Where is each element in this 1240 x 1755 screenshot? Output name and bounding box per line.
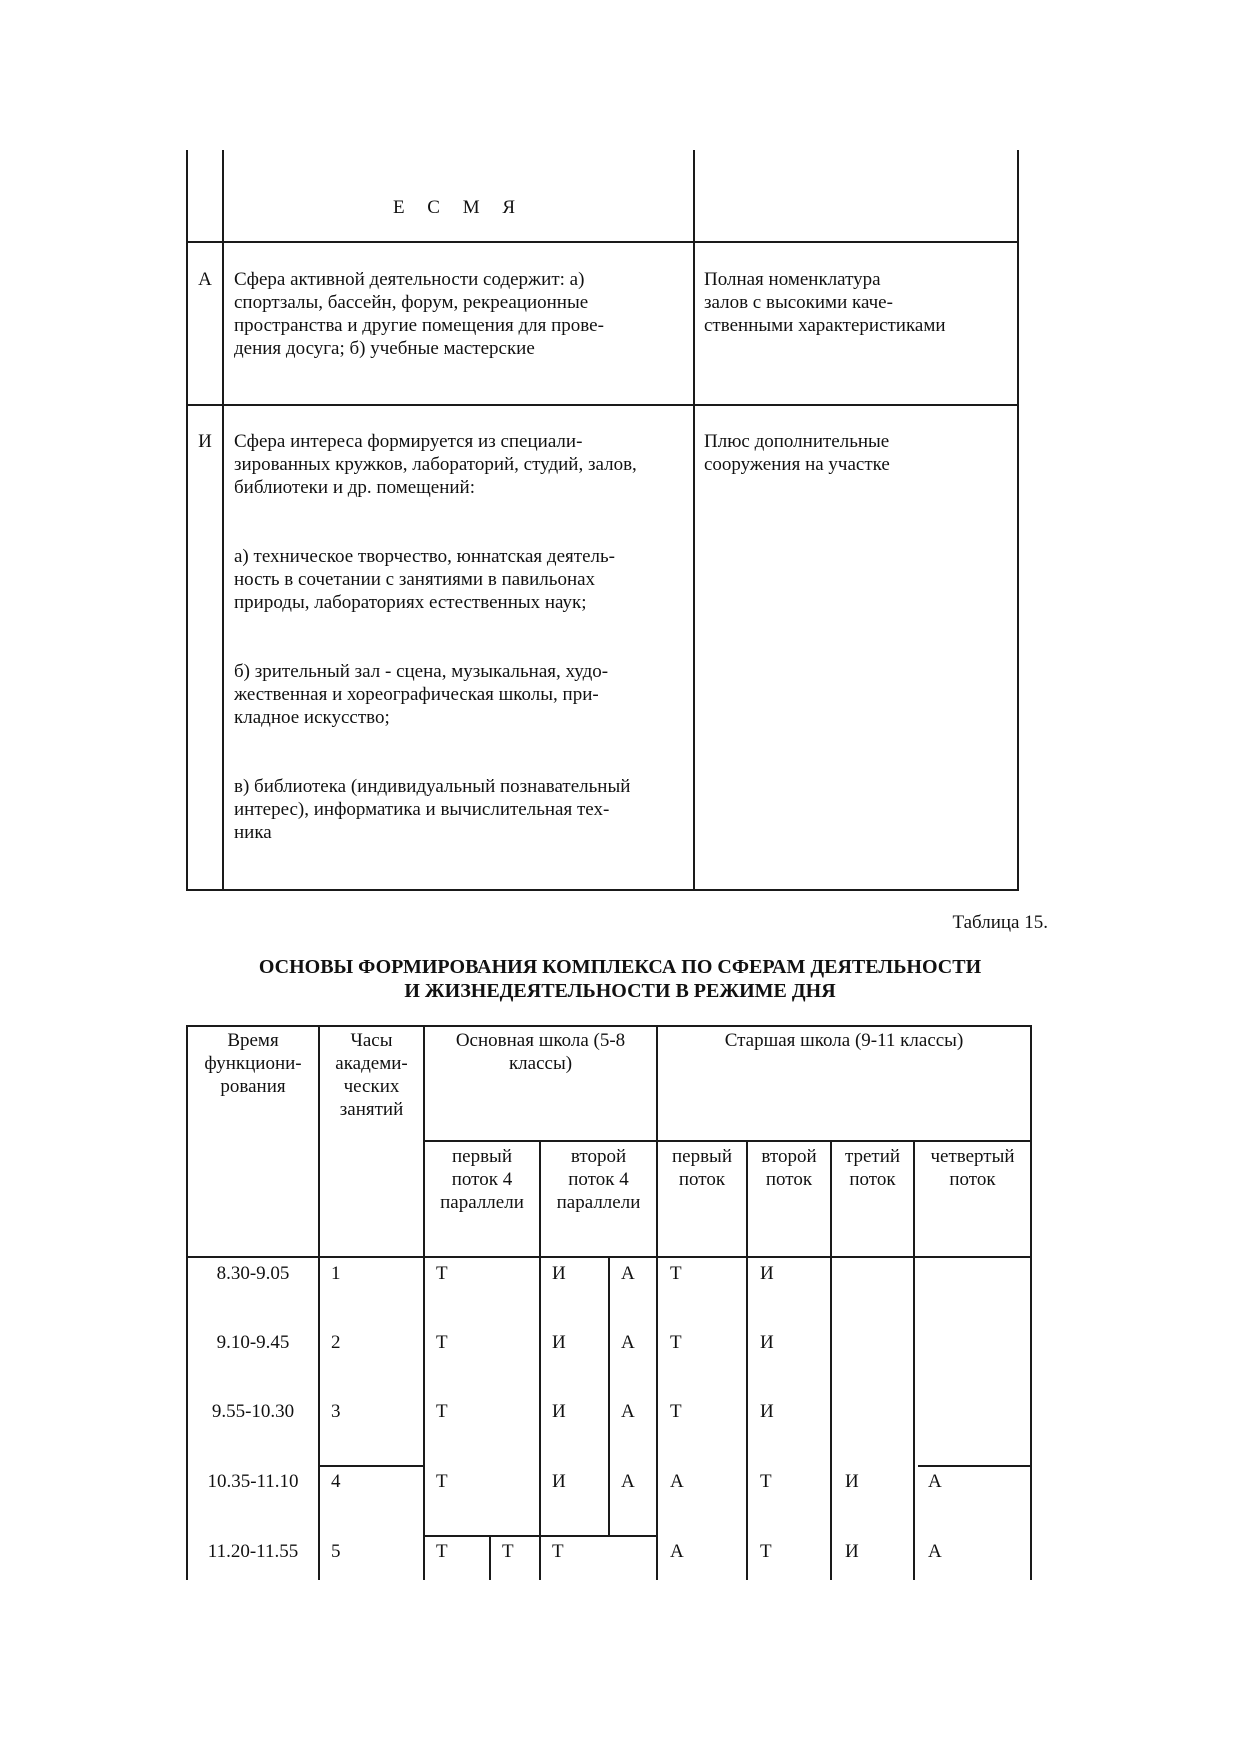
- table-caption: Таблица 15.: [952, 912, 1048, 933]
- document-page: Е С М Я А Сфера активной деятельности содержит: а) спортзалы, бассейн, форум, рекреационные пространства и другие помещения для прове- дения досуга; б) учебные мастерские Полная номенклатура залов с высокими каче- ственными характеристиками И Сфера интереса формируется из специали- зированных кружков, лабораторий, студий, залов, библиотеки и др. помещений: а) техническое творчество, юннатская деятель- ность в сочетании с занятиями в павильонах природы, лабораториях естественных наук; б) зрительный зал - сцена, музыкальная, худо- жественная и хореографическая школы, при- кладное искусство; в) библиотека (индивидуальный познавательный интерес), информатика и вычислительная тех- ника Плюс дополнительные сооружения на участке Таблица 15. ОСНОВЫ ФОРМИРОВАНИЯ КОМПЛЕКСА ПО СФЕРАМ ДЕЯТЕЛЬНОСТИ И ЖИЗНЕДЕЯТЕЛЬНОСТИ В РЕЖИМЕ ДНЯ Время функциони- рования Часы академи- ческих занятий Основная школа (5-8 классы) Старшая школа (9-11 классы) первый поток 4 параллели второй поток 4 параллели первый поток второй поток третий поток четвертый поток 8.30-9.05 1 Т И А Т И 9.10-9.45 2 Т И А Т И 9.55-10.30 3 Т И А Т И 10.35-11.10 4 Т И А А Т И А 11.20-11.55 5 Т Т Т А Т И А: [0, 0, 1240, 1755]
- table-title-line-2: И ЖИЗНЕДЕЯТЕЛЬНОСТИ В РЕЖИМЕ ДНЯ: [404, 980, 836, 1002]
- header-senior-school: Старшая школа (9-11 классы): [724, 1030, 964, 1051]
- row-letter-i: И: [198, 431, 212, 452]
- table-1-header-letters: Е С М Я: [392, 197, 525, 218]
- table-title-line-1: ОСНОВЫ ФОРМИРОВАНИЯ КОМПЛЕКСА ПО СФЕРАМ ДЕЯТЕЛЬНОСТИ: [258, 956, 982, 978]
- row-letter-a: А: [198, 269, 212, 290]
